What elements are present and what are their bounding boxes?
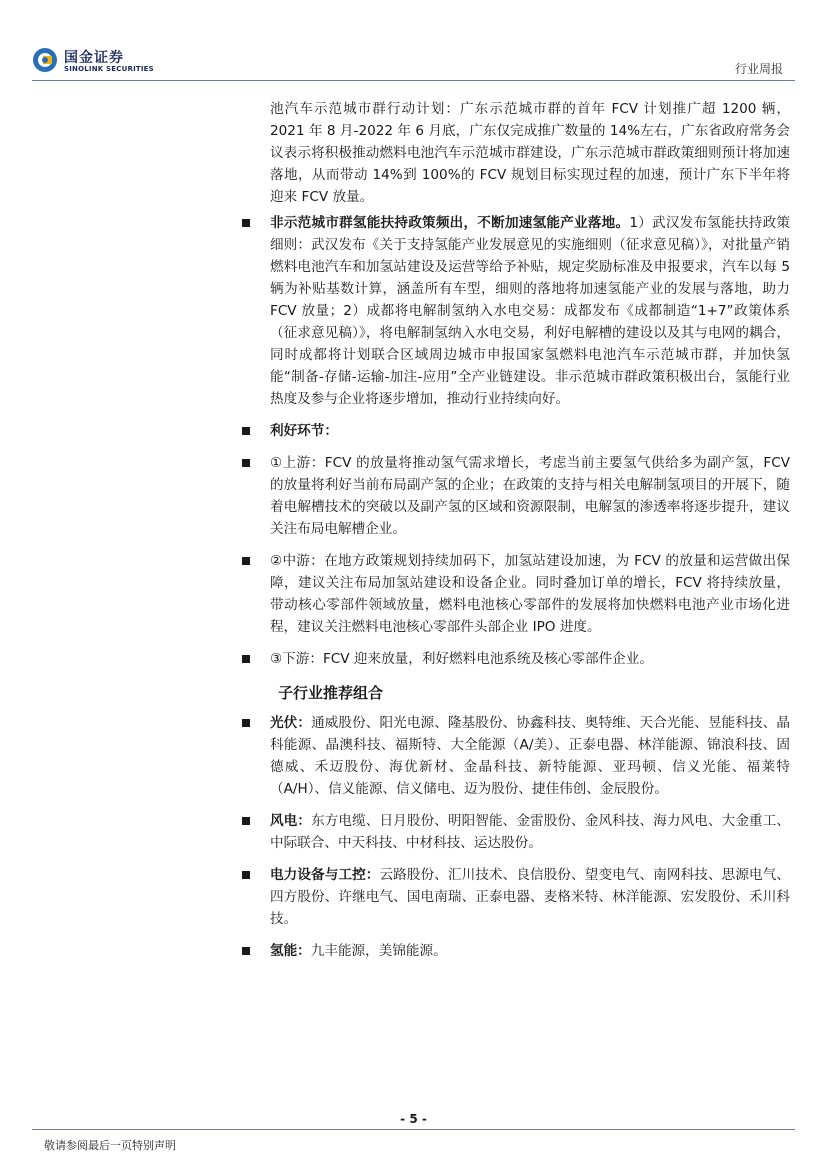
bullet-square-icon [242,655,250,663]
bullet-bold-lead: 非示范城市群氢能扶持政策频出，不断加速氢能产业落地。 [270,215,630,231]
logo-english-name: SINOLINK SECURITIES [64,65,154,73]
page-header [0,0,827,82]
bullet-square-icon [242,719,250,727]
recommendation-item [270,712,790,800]
footer-divider [32,1129,795,1130]
recommendation-item [270,940,790,962]
bullet-midstream [270,550,790,638]
company-logo [32,47,162,79]
bullet-text: ③下游：FCV 迎来放量，利好燃料电池系统及核心零部件企业。 [270,651,653,667]
recommendation-label: 电力设备与工控： [270,867,380,883]
header-divider [32,80,795,81]
bullet-bold-lead: 利好环节： [270,423,338,439]
recommendation-stocks: 通威股份、阳光电源、隆基股份、协鑫科技、奥特维、天合光能、昱能科技、晶科能源、晶澳科技、福斯特、大全能源（A/美）、正泰电器、林洋能源、锦浪科技、固德威、禾迈股份、海优新材、金晶科技、新特能源、亚玛顿、信义光能、福莱特（A/H）、信义能源、信义储电、迈为股份、捷佳伟创、金辰股份。 [270,715,790,797]
recommendation-label: 风电： [270,813,312,829]
bullet-square-icon [242,947,250,955]
bullet-downstream [270,648,790,670]
recommendation-stocks: 九丰能源，美锦能源。 [310,943,447,959]
recommendation-stocks: 云路股份、汇川技术、良信股份、望变电气、南网科技、思源电气、四方股份、许继电气、国电南瑞、正泰电器、麦格米特、林洋能源、宏发股份、禾川科技。 [270,867,791,927]
recommendation-label: 氢能： [270,943,311,959]
bullet-text [270,810,790,854]
page-number: - 5 - [400,1112,427,1126]
bullet-square-icon [242,557,250,565]
sinolink-logo-icon [32,47,58,73]
section-heading: 子行业推荐组合 [278,684,384,702]
main-content [270,98,790,972]
recommendation-item [270,864,790,930]
bullet-text [270,712,790,800]
logo-chinese-name: 国金证券 [64,50,124,66]
recommendation-label: 光伏： [270,715,312,731]
recommendation-item [270,810,790,854]
bullet-text [270,940,790,962]
bullet-text [270,420,790,442]
continued-paragraph: 池汽车示范城市群行动计划：广东示范城市群的首年 FCV 计划推广超 1200 辆，2021 年 8 月-2022 年 6 月底，广东仅完成推广数量的 14%左右，广东省政府常务会议表示将积极推动燃料电池汽车示范城市群建设，广东示范城市群政策细则预计将加速落地，从而带动 14%到 100%的 FCV 规划目标实现过程的加速，预计广东下半年将迎来 FCV 放量。 [270,101,790,205]
bullet-upstream [270,452,790,540]
disclaimer-note: 敬请参阅最后一页特别声明 [44,1139,176,1152]
bullet-square-icon [242,219,250,227]
bullet-text [270,212,790,410]
bullet-square-icon [242,459,250,467]
bullet-non-demo-policy [270,212,790,410]
recommendation-stocks: 东方电缆、日月股份、明阳智能、金雷股份、金风科技、海力风电、大金重工、中际联合、中天科技、中材科技、运达股份。 [270,813,790,851]
bullet-body: 1）武汉发布氢能扶持政策细则：武汉发布《关于支持氢能产业发展意见的实施细则（征求意见稿）》，对批量产销燃料电池汽车和加氢站建设及运营等给予补贴，规定奖励标准及申报要求，汽车以每 5 辆为补贴基数计算，涵盖所有车型，细则的落地将加速氢能产业的发展与落地，助力 FCV 放量；2）成都将电解制氢纳入水电交易：成都发布《成都制造“1+7”政策体系（征求意见稿）》，将电解制氢纳入水电交易，利好电解槽的建设以及其与电网的耦合，同时成都将计划联合区域周边城市申报国家氢燃料电池汽车示范城市群，并加快氢能“制备-存储-运输-加注-应用”全产业链建设。非示范城市群政策积极出台，氢能行业热度及参与企业将逐步增加，推动行业持续向好。 [270,215,790,407]
bullet-text: ①上游：FCV 的放量将推动氢气需求增长，考虑当前主要氢气供给多为副产氢，FCV 的放量将利好当前布局副产氢的企业；在政策的支持与相关电解制氢项目的开展下，随着电解槽技术的突破以及副产氢的区域和资源限制，电解氢的渗透率将逐步提升，建议关注布局电解槽企业。 [270,455,790,537]
bullet-text: ②中游：在地方政策规划持续加码下，加氢站建设加速，为 FCV 的放量和运营做出保障，建议关注布局加氢站建设和设备企业。同时叠加订单的增长，FCV 将持续放量，带动核心零部件领域放量，燃料电池核心零部件的发展将加快燃料电池产业市场化进程，建议关注燃料电池核心零部件头部企业 IPO 进度。 [270,553,790,635]
bullet-benefit-heading [270,420,790,442]
bullet-square-icon [242,817,250,825]
bullet-square-icon [242,427,250,435]
bullet-square-icon [242,871,250,879]
report-type: 行业周报 [734,62,783,76]
bullet-text [270,864,790,930]
